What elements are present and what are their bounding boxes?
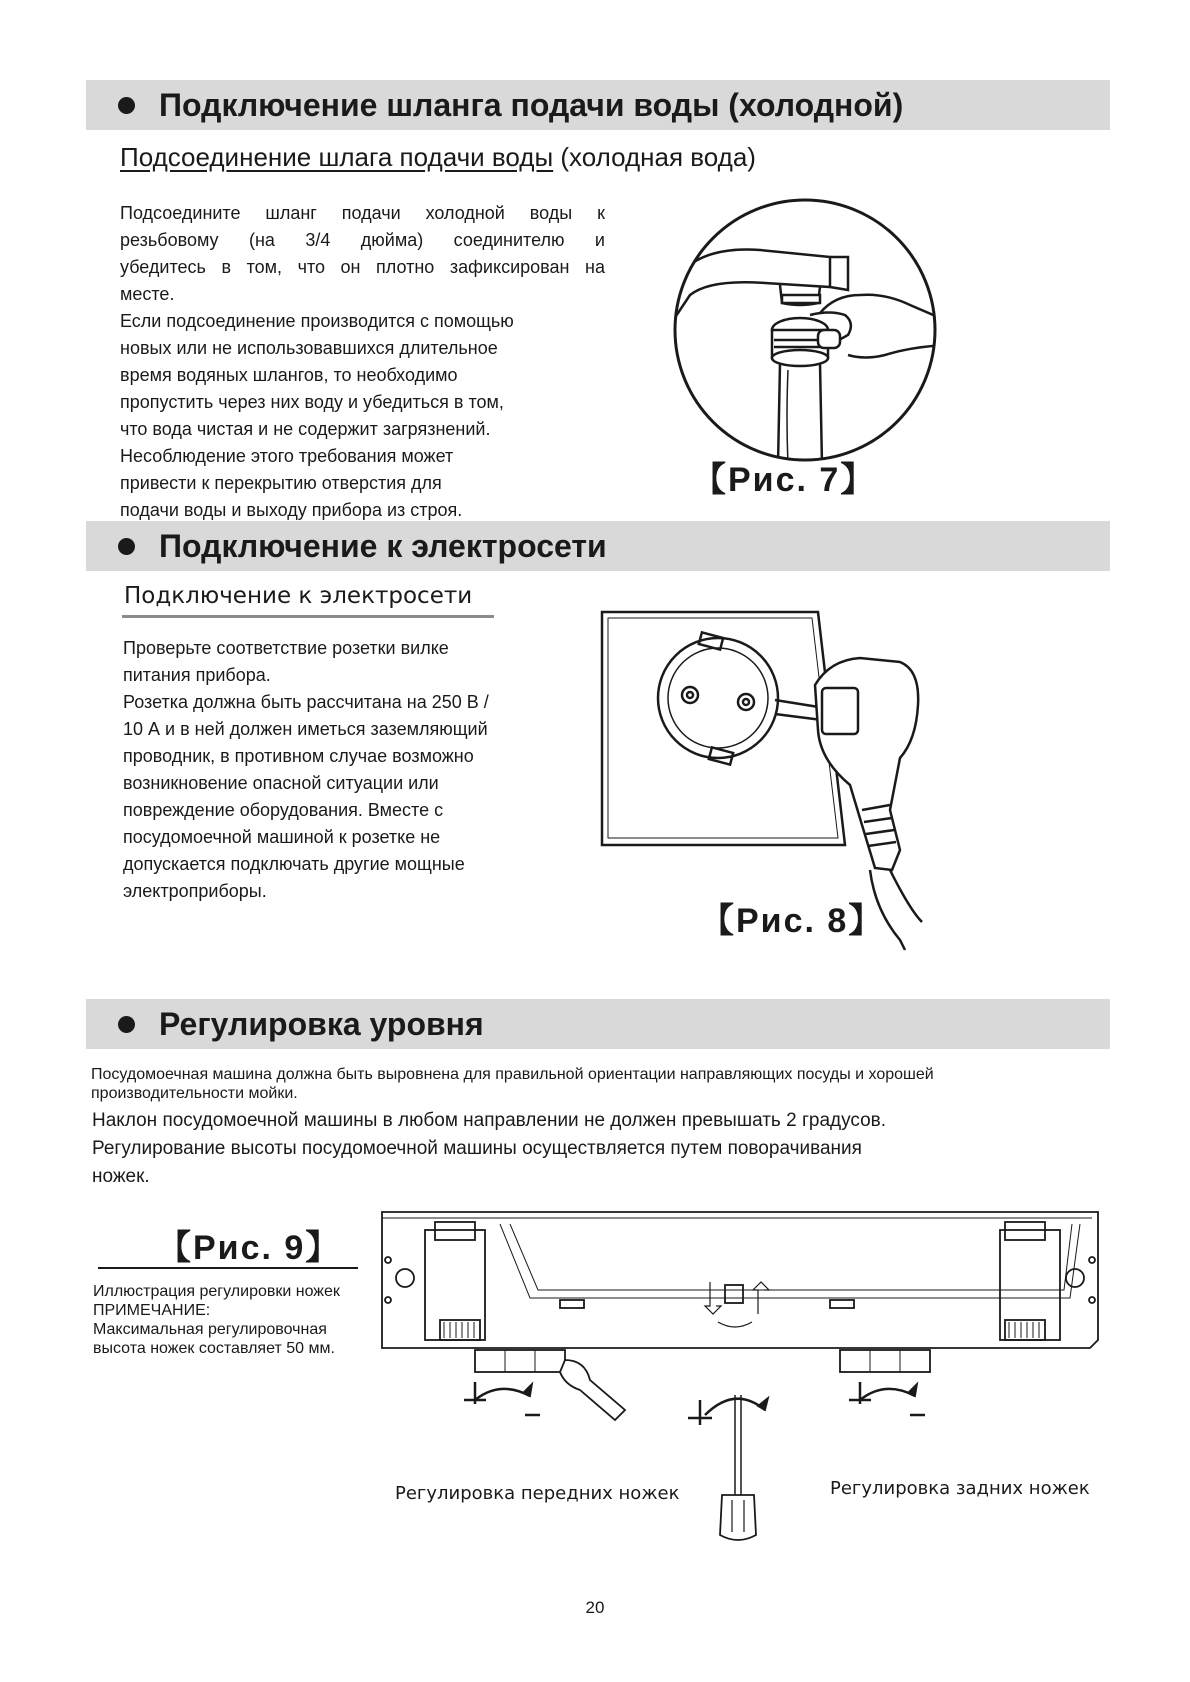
caption-rear-feet: Регулировка задних ножек: [830, 1478, 1090, 1499]
subtitle-power: Подключение к электросети: [124, 583, 473, 609]
word: что: [297, 257, 325, 277]
word: Подсоедините: [120, 203, 241, 223]
word: 3/4: [305, 230, 331, 250]
level-note: [93, 1282, 340, 1358]
justified-line-1: [120, 200, 605, 227]
power-paragraph: [123, 635, 489, 905]
justified-line-2: [120, 227, 605, 254]
section-header-level: [86, 999, 1110, 1049]
text-line: питания прибора.: [123, 665, 271, 685]
text-line: что вода чистая и не содержит загрязнений.: [120, 419, 491, 439]
word: подачи: [341, 203, 401, 223]
figure-label-9: 【Рис. 9】: [157, 1229, 342, 1267]
text-line: допускается подключать другие мощные: [123, 854, 465, 874]
page-number: 20: [585, 1598, 605, 1617]
section-title: Подключение к электросети: [159, 528, 607, 564]
text-line: новых или не использовавшихся длительное: [120, 338, 498, 358]
text-line: повреждение оборудования. Вместе с: [123, 800, 444, 820]
figure-label-7: 【Рис. 7】: [692, 461, 877, 499]
text-line: производительности мойки.: [91, 1085, 298, 1102]
section-header-power: [86, 521, 1110, 571]
water-paragraph: [120, 200, 605, 524]
word: шланг: [265, 203, 317, 223]
text-line: Несоблюдение этого требования может: [120, 446, 454, 466]
text-line: месте.: [120, 284, 175, 304]
word: к: [597, 203, 605, 223]
text-line: Регулирование высоты посудомоечной машины осуществляется путем поворачивания: [92, 1138, 862, 1159]
text-line: возникновение опасной ситуации или: [123, 773, 439, 793]
section-title: Подключение шланга подачи воды (холодной): [159, 87, 904, 123]
text-line: Наклон посудомоечной машины в любом направлении не должен превышать 2 градусов.: [92, 1110, 887, 1131]
word: резьбовому: [120, 230, 219, 250]
word: плотно: [376, 257, 435, 277]
subtitle-underline: [122, 615, 494, 618]
text-line: время водяных шлангов, то необходимо: [120, 365, 458, 385]
text-line: Если подсоединение производится с помощью: [120, 311, 514, 331]
subtitle-underlined: Подсоединение шлага подачи воды: [120, 142, 554, 172]
text-line: ножек.: [92, 1166, 150, 1187]
bullet-icon: [118, 1016, 135, 1033]
text-line: ПРИМЕЧАНИЕ:: [93, 1302, 211, 1319]
text-line: электроприборы.: [123, 881, 267, 901]
bullet-icon: [118, 97, 135, 114]
text-line: 10 А и в ней должен иметься заземляющий: [123, 719, 488, 739]
text-line: высота ножек составляет 50 мм.: [93, 1340, 335, 1357]
word: он: [340, 257, 361, 277]
text-line: привести к перекрытию отверстия для: [120, 473, 442, 493]
text-line: проводник, в противном случае возможно: [123, 746, 474, 766]
section-header-water-hose: [86, 80, 1110, 130]
text-line: Иллюстрация регулировки ножек: [93, 1283, 340, 1300]
figure-label-underline: [98, 1267, 358, 1269]
text-line: Посудомоечная машина должна быть выровнена для правильной ориентации направляющих посуды и хорошей: [91, 1066, 934, 1083]
word: в: [221, 257, 232, 277]
caption-front-feet: Регулировка передних ножек: [395, 1483, 680, 1504]
word: убедитесь: [120, 257, 206, 277]
text-line: Максимальная регулировочная: [93, 1321, 327, 1338]
level-paragraph: [92, 1107, 886, 1191]
word: на: [585, 257, 605, 277]
word: дюйма): [360, 230, 424, 250]
figure-label-8: 【Рис. 8】: [700, 902, 885, 940]
word: соединителю: [453, 230, 565, 250]
section-title: Регулировка уровня: [159, 1006, 484, 1042]
word: холодной: [425, 203, 505, 223]
text-line: пропустить через них воду и убедиться в том,: [120, 392, 504, 412]
word: и: [594, 230, 605, 250]
dishwasher-base-illustration: [380, 1210, 1100, 1570]
subtitle-water: [120, 141, 756, 173]
text-line: Розетка должна быть рассчитана на 250 В /: [123, 692, 489, 712]
text-line: посудомоечной машиной к розетке не: [123, 827, 441, 847]
word: воды: [529, 203, 573, 223]
level-intro: [91, 1065, 934, 1103]
subtitle-rest: (холодная вода): [553, 142, 756, 172]
word: (на: [248, 230, 275, 250]
word: зафиксирован: [449, 257, 570, 277]
justified-line-3: [120, 254, 605, 281]
word: том,: [246, 257, 283, 277]
text-line: подачи воды и выходу прибора из строя.: [120, 500, 463, 520]
text-line: Проверьте соответствие розетки вилке: [123, 638, 449, 658]
bullet-icon: [118, 538, 135, 555]
faucet-hose-illustration: [670, 195, 940, 465]
